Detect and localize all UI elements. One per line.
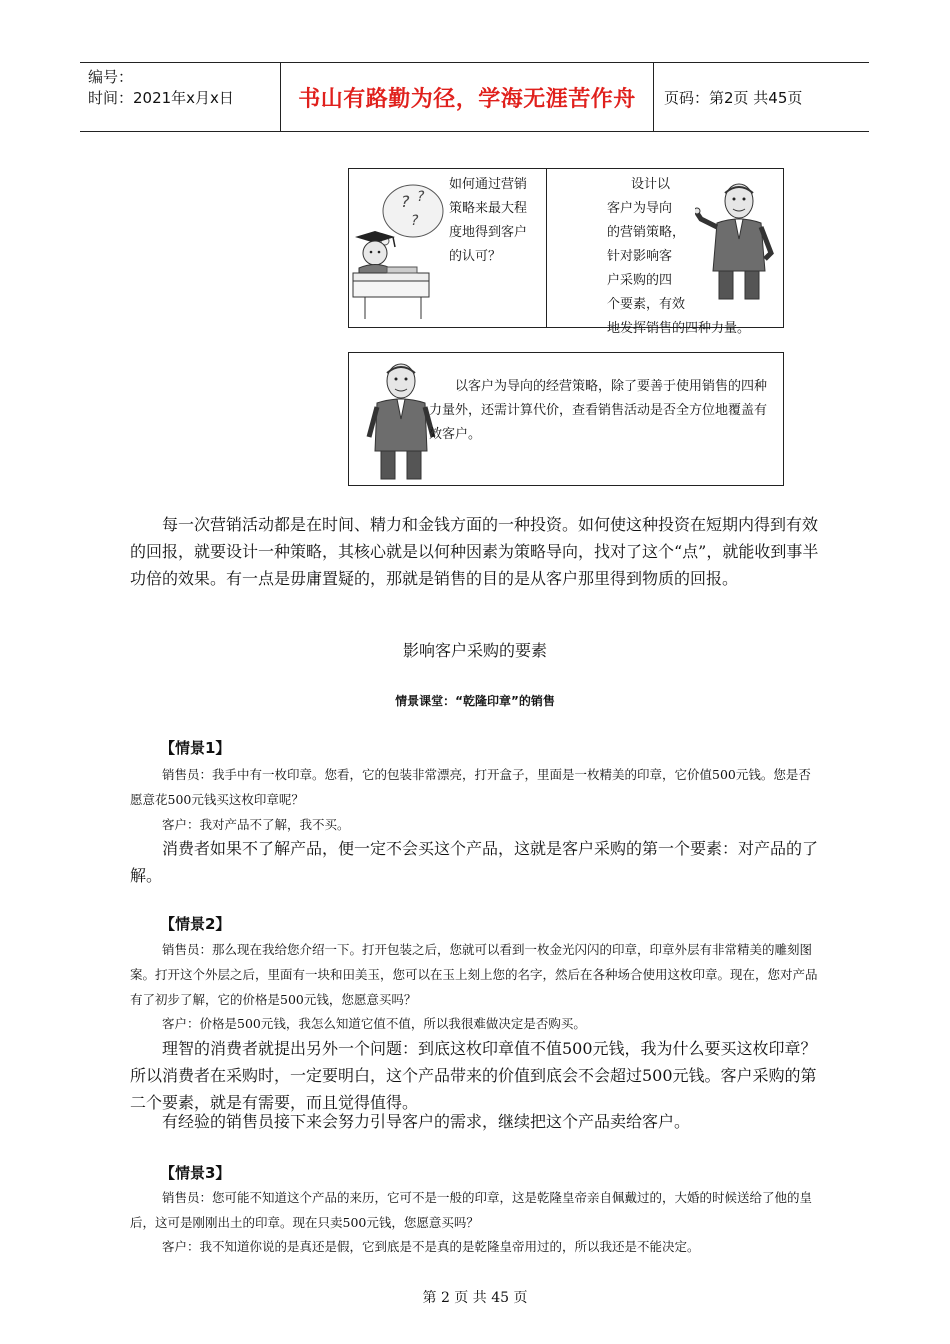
strategy-text	[429, 375, 779, 447]
answer-line: 客户为导向	[607, 201, 673, 216]
answer-line: 的营销策略，	[607, 225, 686, 240]
student-thinking-illustration	[351, 173, 451, 323]
question-text	[449, 173, 527, 269]
scene-3-seller-line: 销售员：您可能不知道这个产品的来历，它可不是一般的印章，这是乾隆皇帝亲自佩戴过的，大婚的时候送给了他的皇后，这可是刚刚出土的印章。现在只卖500元钱，您愿意买吗？	[130, 1190, 813, 1230]
case-subtitle: 情景课堂：“乾隆印章”的销售	[395, 694, 555, 708]
strategy-line: 以客户为导向的经营策略，除了要善于使用销售的四种	[455, 379, 768, 394]
answer-line: 针对影响客	[607, 249, 673, 264]
scene-1-comment: 消费者如果不了解产品，便一定不会买这个产品，这就是客户采购的第一个要素：对产品的了解。	[130, 839, 819, 885]
svg-text:?: ?	[411, 213, 419, 229]
header-left-cell	[80, 63, 281, 131]
scene-2-followup: 有经验的销售员接下来会努力引导客户的需求，继续把这个产品卖给客户。	[162, 1112, 691, 1131]
scene-1-title: 【情景1】	[160, 739, 231, 757]
cartoon-panel-1	[348, 168, 784, 336]
header-motto: 书山有路勤为径，学海无涯苦作舟	[281, 63, 654, 131]
businessman-presenting-illustration	[695, 179, 781, 303]
scene-2-comment: 理智的消费者就提出另外一个问题：到底这枚印章值不值500元钱，我为什么要买这枚印章？所以消费者在采购时，一定要明白，这个产品带来的价值到底会不会超过500元钱。客户采购的第二个要素，就是有需要，而且觉得值得。	[130, 1039, 817, 1112]
cartoon-answer-pane	[547, 169, 783, 336]
scene-2-seller-line: 销售员：那么现在我给您介绍一下。打开包装之后，您就可以看到一枚金光闪闪的印章，印章外层有非常精美的雕刻图案。打开这个外层之后，里面有一块和田美玉，您可以在玉上刻上您的名字，然后在各种场合使用这枚印章。现在，您对产品有了初步了解，它的价格是500元钱，您愿意买吗？	[130, 942, 818, 1007]
question-line: 如何通过营销	[449, 177, 528, 192]
document-time-label: 时间：2021年x月x日	[88, 89, 234, 107]
answer-line: 户采购的四	[607, 273, 673, 288]
document-number-label: 编号：	[88, 68, 134, 86]
strategy-line: 力量外，还需计算代价，查看销售活动是否全方位地覆盖有	[429, 403, 768, 418]
question-line: 的认可？	[449, 249, 502, 264]
scene-3-title: 【情景3】	[160, 1164, 231, 1182]
scene-1-seller-line: 销售员：我手中有一枚印章。您看，它的包装非常漂亮，打开盒子，里面是一枚精美的印章，它价值500元钱。您是否愿意花500元钱买这枚印章呢？	[130, 767, 811, 807]
page-footer: 第 2 页 共 45 页	[422, 1290, 528, 1306]
svg-text:?: ?	[401, 192, 410, 211]
strategy-line: 效客户。	[429, 427, 482, 442]
answer-line: 设计以	[631, 177, 671, 192]
answer-line: 个要素，有效	[607, 297, 686, 312]
header-page-label: 页码：第2页 共45页	[664, 88, 803, 107]
scene-2-customer-line: 客户：价格是500元钱，我怎么知道它值不值，所以我很难做决定是否购买。	[162, 1016, 586, 1031]
answer-line: 地发挥销售的四种力量。	[607, 321, 751, 336]
svg-text:?: ?	[417, 189, 425, 205]
cartoon-question-pane	[349, 169, 547, 327]
page-header	[80, 62, 869, 132]
section-title: 影响客户采购的要素	[402, 641, 547, 660]
question-line: 度地得到客户	[449, 225, 528, 240]
question-line: 策略来最大程	[449, 201, 528, 216]
scene-3-customer-line: 客户：我不知道你说的是真还是假，它到底是不是真的是乾隆皇帝用过的，所以我还是不能决定。	[162, 1239, 700, 1254]
scene-2-title: 【情景2】	[160, 915, 231, 933]
cartoon-panel-2	[348, 352, 784, 486]
scene-1-customer-line: 客户：我对产品不了解，我不买。	[162, 817, 350, 832]
intro-paragraph: 每一次营销活动都是在时间、精力和金钱方面的一种投资。如何使这种投资在短期内得到有效的回报，就要设计一种策略，其核心就是以何种因素为策略导向，找对了这个“点”，就能收到事半功倍的效果。有一点是毋庸置疑的，那就是销售的目的是从客户那里得到物质的回报。	[130, 515, 819, 588]
